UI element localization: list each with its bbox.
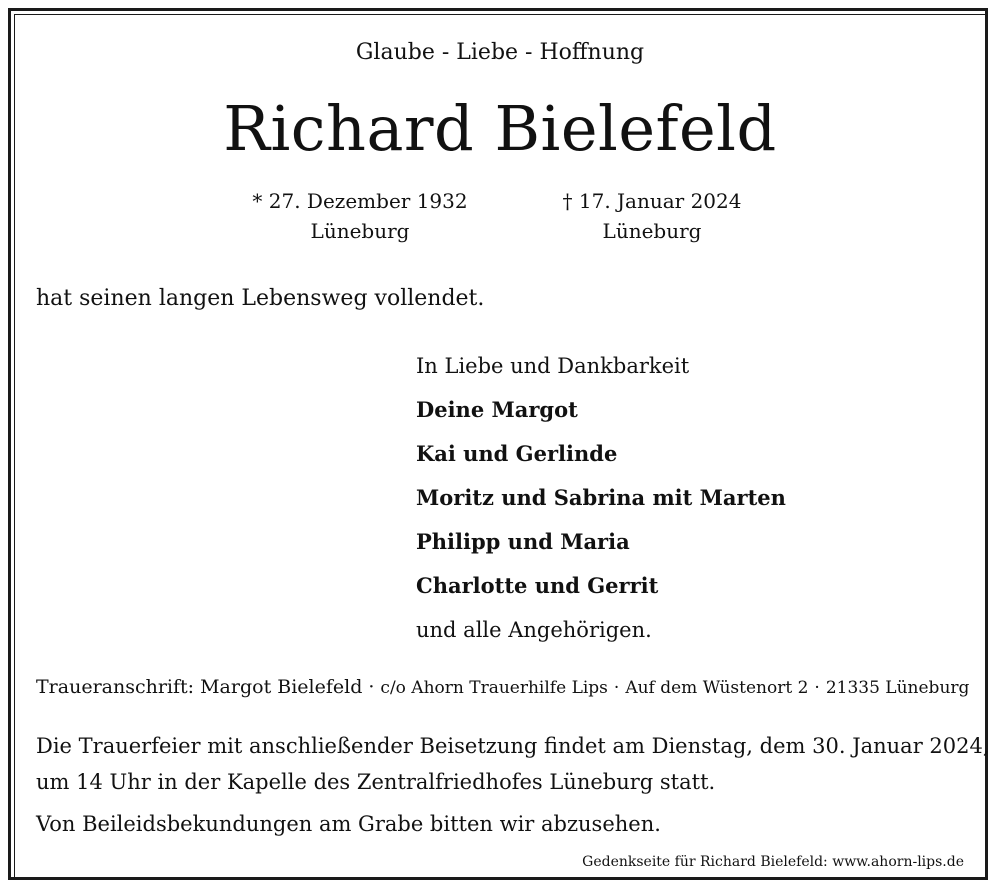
address-separator: ·: [613, 678, 620, 698]
family-name: Deine Margot: [416, 397, 578, 422]
birth-place: Lüneburg: [310, 219, 410, 243]
ceremony-line-1: Die Trauerfeier mit anschließender Beisetzung findet am Dienstag, dem 30. Januar 2024,: [36, 734, 990, 758]
address-separator: ·: [814, 678, 820, 698]
family-name: Charlotte und Gerrit: [416, 573, 659, 598]
family-name: Moritz und Sabrina mit Marten: [416, 485, 786, 510]
death-date: † 17. Januar 2024: [562, 189, 742, 213]
deceased-name: Richard Bielefeld: [223, 92, 777, 165]
address-label: Traueranschrift: Margot Bielefeld: [36, 676, 363, 698]
address-separator: ·: [368, 676, 375, 698]
family-closing: und alle Angehörigen.: [416, 618, 652, 642]
motto: Glaube - Liebe - Hoffnung: [355, 40, 645, 65]
death-info: [502, 186, 802, 246]
family-intro: In Liebe und Dankbarkeit: [416, 354, 690, 378]
family-block: [416, 344, 786, 652]
family-name: Philipp und Maria: [416, 529, 630, 554]
family-name: Kai und Gerlinde: [416, 441, 618, 466]
memorial-page-link: Gedenkseite für Richard Bielefeld: www.ahorn-lips.de: [582, 854, 964, 870]
ceremony-info: [36, 728, 990, 800]
address-street: Auf dem Wüstenort 2: [625, 678, 809, 698]
intro-text: hat seinen langen Lebensweg vollendet.: [36, 286, 485, 311]
birth-date: * 27. Dezember 1932: [252, 189, 468, 213]
birth-info: [210, 186, 510, 246]
condolence-note: Von Beileidsbekundungen am Grabe bitten wir abzusehen.: [36, 812, 661, 836]
mourning-address: [36, 676, 969, 698]
death-place: Lüneburg: [602, 219, 702, 243]
address-city: 21335 Lüneburg: [825, 678, 970, 698]
ceremony-line-2: um 14 Uhr in der Kapelle des Zentralfriedhofes Lüneburg statt.: [36, 770, 716, 794]
address-care-of: c/o Ahorn Trauerhilfe Lips: [380, 678, 608, 698]
